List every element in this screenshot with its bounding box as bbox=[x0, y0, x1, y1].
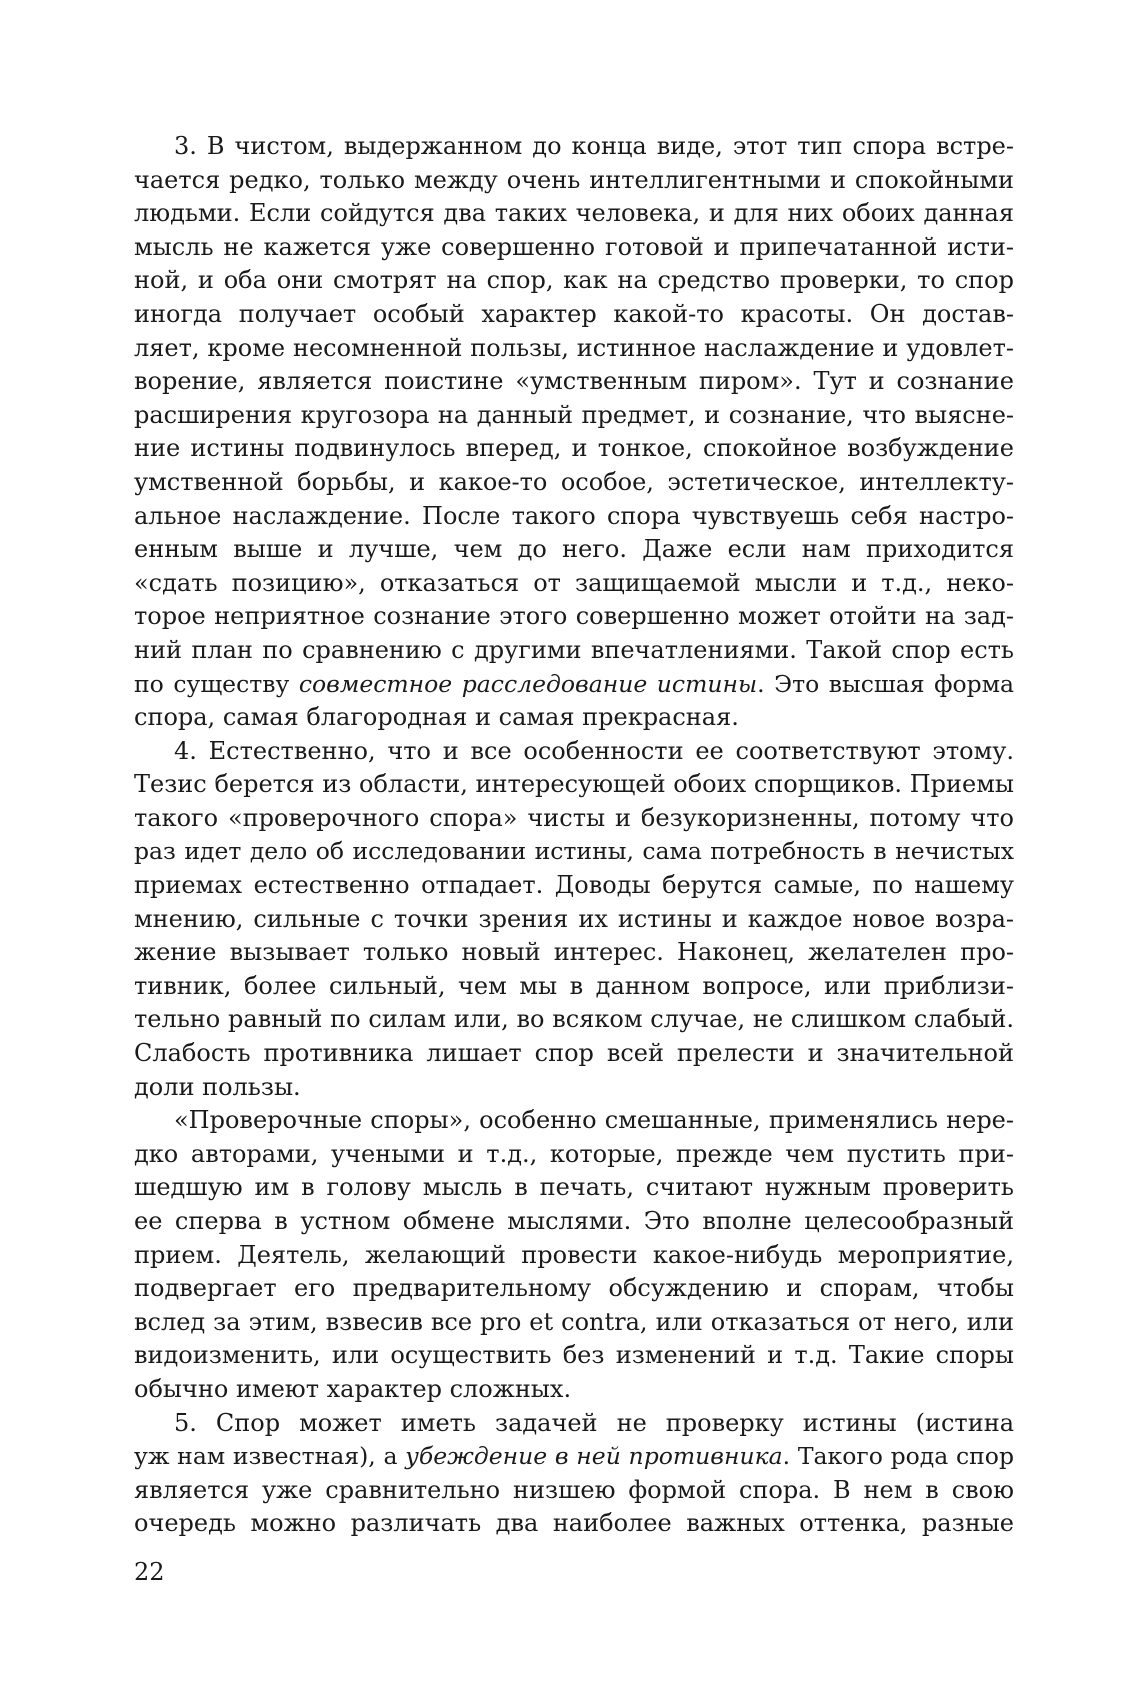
text-line: расширения кругозора на данный предмет, и сознание, что выясне- bbox=[134, 400, 1014, 429]
text-line: вслед за этим, взвесив все pro et contra, или отказаться от него, или bbox=[134, 1307, 1014, 1336]
text-line: подвергает его предварительному обсуждению и спорам, чтобы bbox=[134, 1274, 1014, 1303]
text-run: по существу bbox=[134, 669, 299, 698]
text-line: дко авторами, учеными и т.д., которые, прежде чем пустить при- bbox=[134, 1139, 1014, 1168]
text-line: ее сперва в устном обмене мыслями. Это вполне целесообразный bbox=[134, 1207, 1014, 1235]
text-line: ние истины подвинулось вперед, и тонкое, спокойное возбуждение bbox=[134, 434, 1014, 463]
text-line: умственной борьбы, и какое-то особое, эстетическое, интеллекту- bbox=[134, 467, 1014, 496]
text-run: . Это высшая форма bbox=[757, 669, 1014, 698]
text-line: иногда получает особый характер какой-то красоты. Он достав- bbox=[134, 299, 1014, 328]
text-line: Тезис берется из области, интересующей обоих спорщиков. Приемы bbox=[134, 770, 1014, 799]
text-line: торое неприятное сознание этого совершенно может отойти на зад- bbox=[134, 602, 1014, 631]
text-line: ний план по сравнению с другими впечатлениями. Такой спор есть bbox=[134, 635, 1014, 664]
text-line: 3. В чистом, выдержанном до конца виде, этот тип спора встре- bbox=[174, 132, 1014, 160]
italic-emphasis: совместное расследование истины bbox=[298, 669, 758, 698]
text-line: прием. Деятель, желающий провести какое-нибудь мероприятие, bbox=[134, 1240, 1014, 1269]
page-text bbox=[134, 130, 1014, 1541]
text-line: енным выше и лучше, чем до него. Даже если нам приходится bbox=[134, 535, 1014, 564]
text-line: шедшую им в голову мысль в печать, считают нужным проверить bbox=[134, 1173, 1014, 1202]
text-line: спора, самая благородная и самая прекрасная. bbox=[134, 703, 739, 732]
text-run: . Такого рода спор bbox=[782, 1442, 1014, 1471]
text-line: «Проверочные споры», особенно смешанные, применялись нере- bbox=[174, 1106, 1014, 1135]
text-line: тельно равный по силам или, во всяком случае, не слишком слабый. bbox=[134, 1005, 1014, 1034]
text-line: является уже сравнительно низшею формой спора. В нем в свою bbox=[134, 1475, 1014, 1504]
text-line: мнению, сильные с точки зрения их истины и каждое новое возра- bbox=[134, 904, 1014, 933]
text-line: «сдать позицию», отказаться от защищаемой мысли и т.д., неко- bbox=[134, 568, 1014, 597]
text-line: 4. Естественно, что и все особенности ее соответствуют этому. bbox=[174, 736, 1014, 765]
text-line: альное наслаждение. После такого спора чувствуешь себя настро- bbox=[134, 501, 1014, 530]
text-line: людьми. Если сойдутся два таких человека, и для них обоих данная bbox=[134, 199, 1014, 228]
text-line: видоизменить, или осуществить без изменений и т.д. Такие споры bbox=[134, 1341, 1014, 1370]
italic-emphasis: убеждение в ней противника bbox=[405, 1442, 783, 1471]
text-run: уж нам известная), а bbox=[134, 1442, 406, 1471]
page-number: 22 bbox=[134, 1558, 165, 1586]
text-line: 5. Спор может иметь задачей не проверку истины (истина bbox=[174, 1408, 1014, 1437]
text-line: обычно имеют характер сложных. bbox=[134, 1374, 572, 1403]
text-line: чается редко, только между очень интеллигентными и спокойными bbox=[134, 165, 1014, 194]
text-line: ляет, кроме несомненной пользы, истинное наслаждение и удовлет- bbox=[134, 333, 1014, 362]
text-line: жение вызывает только новый интерес. Наконец, желателен про- bbox=[134, 938, 1014, 967]
text-line: мысль не кажется уже совершенно готовой и припечатанной исти- bbox=[134, 232, 1014, 261]
text-line: тивник, более сильный, чем мы в данном вопросе, или приблизи- bbox=[134, 971, 1014, 1000]
text-line: раз идет дело об исследовании истины, сама потребность в нечистых bbox=[134, 837, 1014, 866]
text-line: Слабость противника лишает спор всей прелести и значительной bbox=[134, 1039, 1014, 1068]
text-line: такого «проверочного спора» чисты и безукоризненны, потому что bbox=[134, 803, 1014, 832]
text-line: доли пользы. bbox=[134, 1072, 301, 1101]
text-line: очередь можно различать два наиболее важных оттенка, разные bbox=[134, 1509, 1014, 1538]
text-line bbox=[134, 668, 1014, 702]
text-line: приемах естественно отпадает. Доводы берутся самые, по нашему bbox=[134, 871, 1014, 900]
text-line: ворение, является поистине «умственным пиром». Тут и сознание bbox=[134, 367, 1014, 396]
text-line: ной, и оба они смотрят на спор, как на средство проверки, то спор bbox=[134, 266, 1014, 295]
text-line bbox=[134, 1440, 1014, 1474]
